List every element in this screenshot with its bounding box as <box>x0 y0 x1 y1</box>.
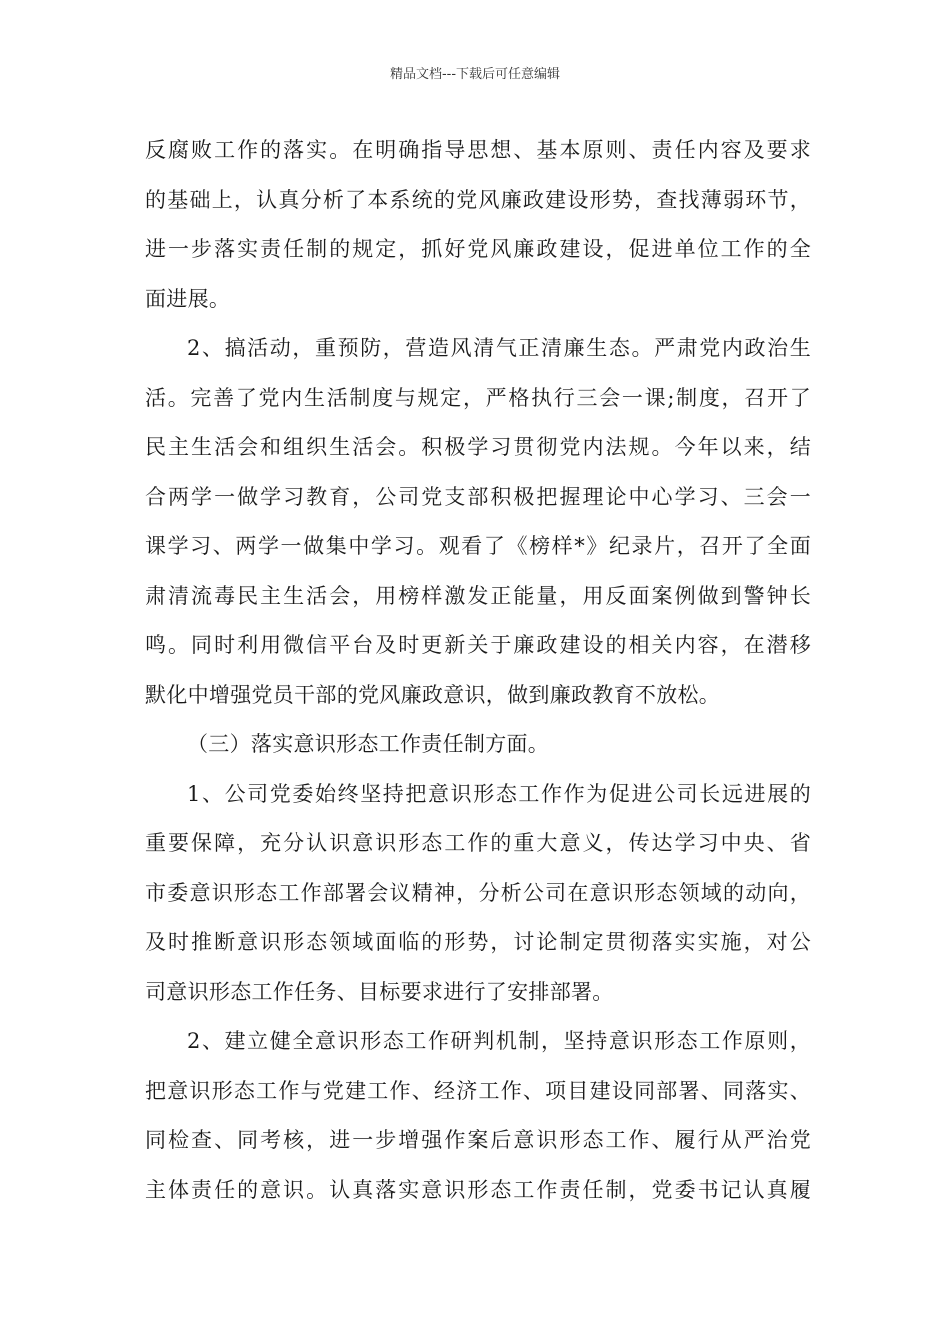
text-line: 进一步落实责任制的规定，抓好党风廉政建设，促进单位工作的全 <box>145 237 811 261</box>
text-line: 鸣。同时利用微信平台及时更新关于廉政建设的相关内容，在潜移 <box>145 633 811 657</box>
document-body <box>145 126 811 1215</box>
text-line: 把意识形态工作与党建工作、经济工作、项目建设同部署、同落实、 <box>145 1078 811 1103</box>
text-line: 面进展。 <box>145 286 231 311</box>
text-line: 市委意识形态工作部署会议精神，分析公司在意识形态领域的动向， <box>145 880 811 905</box>
page-header: 精品文档---下载后可任意编辑 <box>389 67 561 82</box>
text-line: 反腐败工作的落实。在明确指导思想、基本原则、责任内容及要求 <box>145 138 811 162</box>
section-heading: （三）落实意识形态工作责任制方面。 <box>187 732 550 756</box>
text-line: 活。完善了党内生活制度与规定，严格执行三会一课;制度，召开了 <box>145 385 811 410</box>
text-line: 课学习、两学一做集中学习。观看了《榜样*》纪录片，召开了全面 <box>145 534 811 558</box>
text-line: 2、搞活动，重预防，营造风清气正清廉生态。严肃党内政治生 <box>187 336 811 360</box>
text-line: 同检查、同考核，进一步增强作案后意识形态工作、履行从严治党 <box>145 1128 811 1152</box>
text-line: 1、公司党委始终坚持把意识形态工作作为促进公司长远进展的 <box>187 781 811 806</box>
text-line: 民主生活会和组织生活会。积极学习贯彻党内法规。今年以来，结 <box>145 435 811 459</box>
text-line: 的基础上，认真分析了本系统的党风廉政建设形势，查找薄弱环节， <box>145 187 811 212</box>
text-line: 合两学一做学习教育，公司党支部积极把握理论中心学习、三会一 <box>145 484 811 509</box>
text-line: 主体责任的意识。认真落实意识形态工作责任制，党委书记认真履 <box>145 1177 811 1202</box>
text-line: 及时推断意识形态领域面临的形势，讨论制定贯彻落实实施，对公 <box>145 930 811 954</box>
text-line: 2、建立健全意识形态工作研判机制，坚持意识形态工作原则， <box>187 1029 811 1053</box>
text-line: 司意识形态工作任务、目标要求进行了安排部署。 <box>145 979 614 1004</box>
text-line: 默化中增强党员干部的党风廉政意识，做到廉政教育不放松。 <box>145 682 721 707</box>
text-line: 重要保障，充分认识意识形态工作的重大意义，传达学习中央、省 <box>145 831 811 855</box>
text-line: 肃清流毒民主生活会，用榜样激发正能量，用反面案例做到警钟长 <box>145 583 811 608</box>
